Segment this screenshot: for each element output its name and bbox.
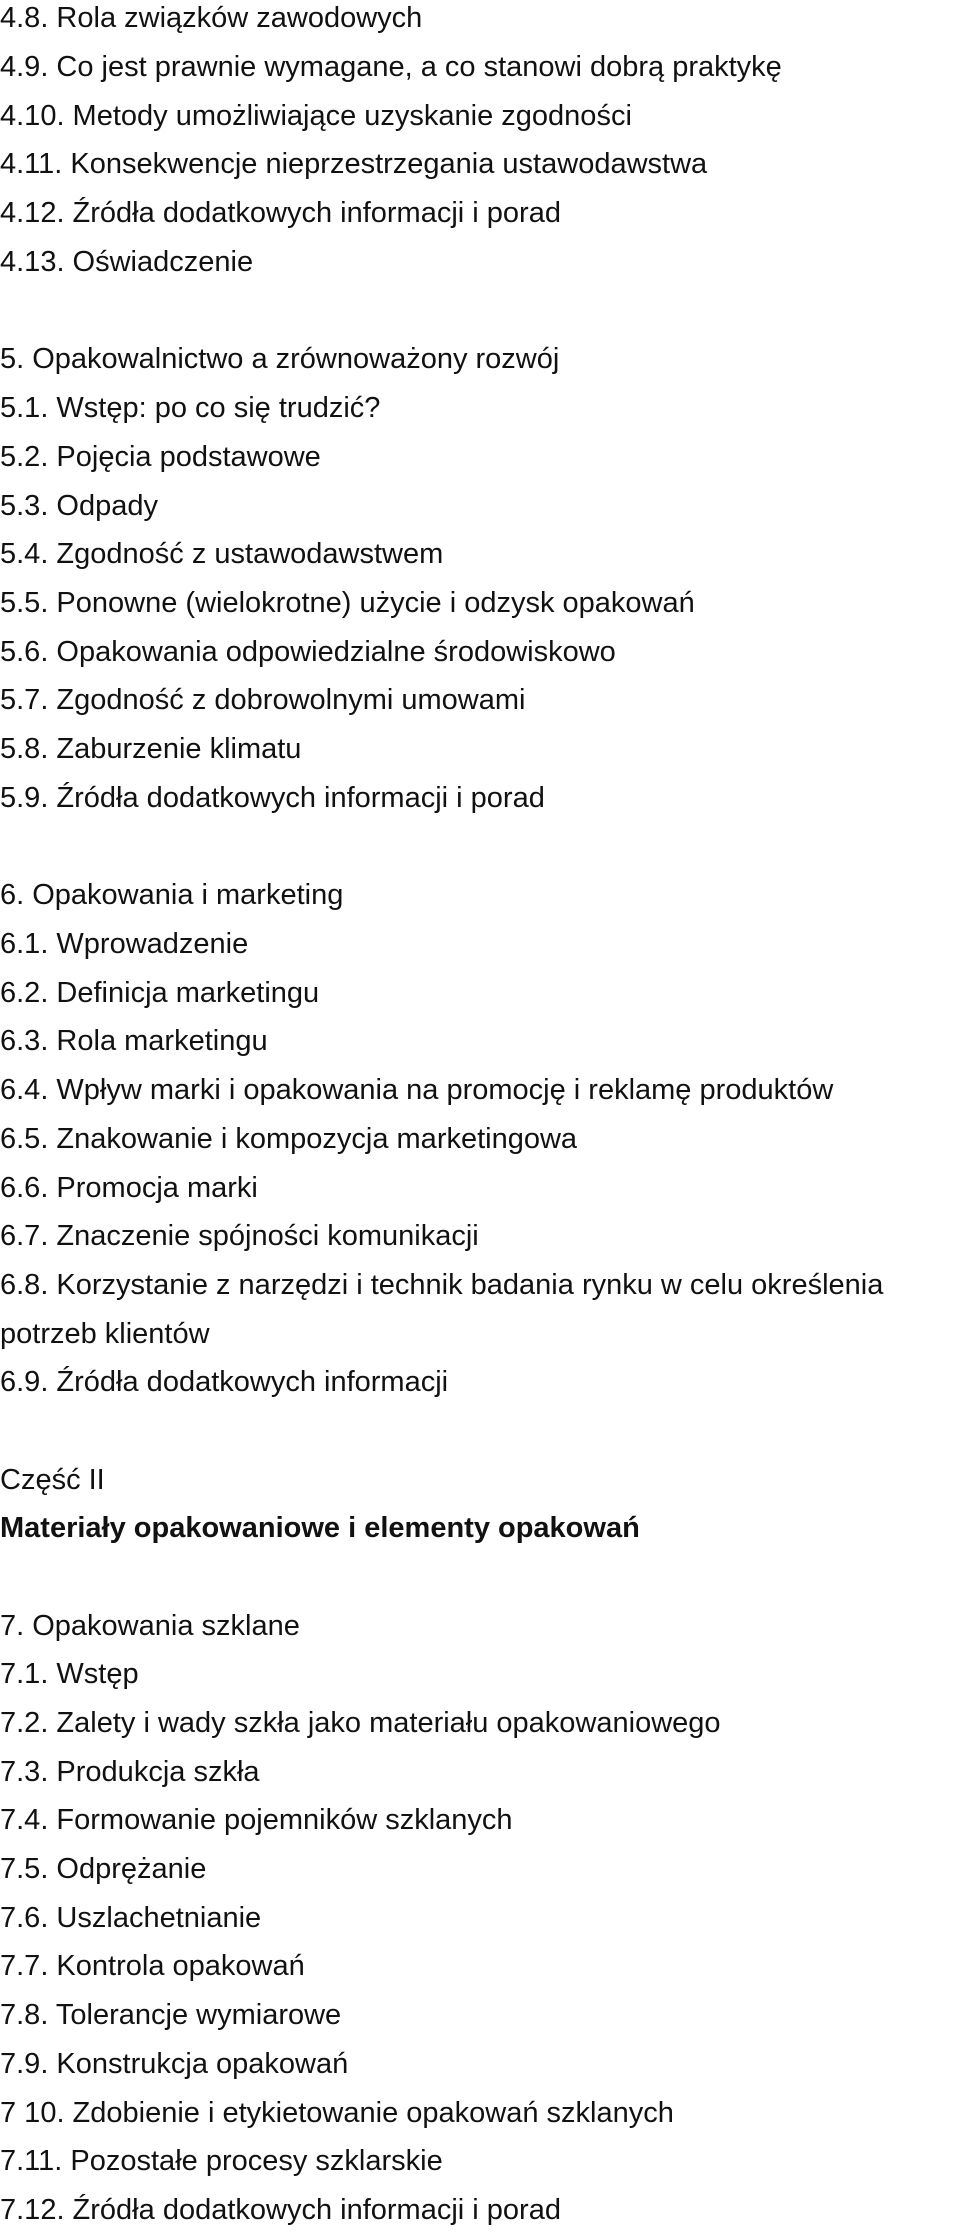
toc-entry-5-2: 5.2. Pojęcia podstawowe <box>0 441 321 473</box>
toc-entry-5-5: 5.5. Ponowne (wielokrotne) użycie i odzysk opakowań <box>0 587 695 619</box>
part-label: Część II <box>0 1464 105 1496</box>
part-title: Materiały opakowaniowe i elementy opakowań <box>0 1512 640 1544</box>
toc-entry-7-9: 7.9. Konstrukcja opakowań <box>0 2048 349 2080</box>
toc-chapter-7: 7. Opakowania szklane <box>0 1610 300 1642</box>
toc-entry-7-7: 7.7. Kontrola opakowań <box>0 1950 305 1982</box>
toc-entry-4-13: 4.13. Oświadczenie <box>0 246 254 278</box>
toc-entry-5-6: 5.6. Opakowania odpowiedzialne środowiskowo <box>0 636 616 668</box>
toc-entry-7-2: 7.2. Zalety i wady szkła jako materiału opakowaniowego <box>0 1707 721 1739</box>
toc-entry-4-9: 4.9. Co jest prawnie wymagane, a co stanowi dobrą praktykę <box>0 51 782 83</box>
toc-entry-7-12: 7.12. Źródła dodatkowych informacji i porad <box>0 2194 561 2226</box>
toc-entry-6-5: 6.5. Znakowanie i kompozycja marketingowa <box>0 1123 578 1155</box>
toc-entry-6-3: 6.3. Rola marketingu <box>0 1025 268 1057</box>
toc-entry-6-9: 6.9. Źródła dodatkowych informacji <box>0 1366 449 1398</box>
toc-entry-4-10: 4.10. Metody umożliwiające uzyskanie zgodności <box>0 100 632 132</box>
toc-entry-6-2: 6.2. Definicja marketingu <box>0 977 320 1009</box>
toc-entry-7-11: 7.11. Pozostałe procesy szklarskie <box>0 2145 443 2177</box>
toc-entry-7-10: 7 10. Zdobienie i etykietowanie opakowań szklanych <box>0 2097 674 2129</box>
toc-entry-6-6: 6.6. Promocja marki <box>0 1172 258 1204</box>
toc-entry-7-4: 7.4. Formowanie pojemników szklanych <box>0 1804 513 1836</box>
toc-entry-6-8: 6.8. Korzystanie z narzędzi i technik badania rynku w celu określenia <box>0 1269 884 1301</box>
toc-entry-7-6: 7.6. Uszlachetnianie <box>0 1902 262 1934</box>
toc-entry-7-1: 7.1. Wstęp <box>0 1658 139 1690</box>
toc-chapter-5: 5. Opakowalnictwo a zrównoważony rozwój <box>0 343 560 375</box>
toc-chapter-6: 6. Opakowania i marketing <box>0 879 344 911</box>
toc-entry-5-3: 5.3. Odpady <box>0 490 158 522</box>
toc-entry-5-4: 5.4. Zgodność z ustawodawstwem <box>0 538 444 570</box>
toc-entry-7-3: 7.3. Produkcja szkła <box>0 1756 260 1788</box>
toc-entry-5-8: 5.8. Zaburzenie klimatu <box>0 733 302 765</box>
toc-entry-6-7: 6.7. Znaczenie spójności komunikacji <box>0 1220 479 1252</box>
toc-entry-7-8: 7.8. Tolerancje wymiarowe <box>0 1999 342 2031</box>
toc-entry-5-9: 5.9. Źródła dodatkowych informacji i porad <box>0 782 545 814</box>
toc-entry-4-12: 4.12. Źródła dodatkowych informacji i porad <box>0 197 561 229</box>
toc-entry-4-11: 4.11. Konsekwencje nieprzestrzegania ustawodawstwa <box>0 148 708 180</box>
toc-entry-6-1: 6.1. Wprowadzenie <box>0 928 249 960</box>
toc-entry-5-1: 5.1. Wstęp: po co się trudzić? <box>0 392 381 424</box>
toc-entry-6-8-continued: potrzeb klientów <box>0 1318 210 1350</box>
toc-entry-6-4: 6.4. Wpływ marki i opakowania na promocję i reklamę produktów <box>0 1074 834 1106</box>
toc-entry-7-5: 7.5. Odprężanie <box>0 1853 207 1885</box>
toc-entry-5-7: 5.7. Zgodność z dobrowolnymi umowami <box>0 684 526 716</box>
toc-entry-4-8: 4.8. Rola związków zawodowych <box>0 2 423 34</box>
